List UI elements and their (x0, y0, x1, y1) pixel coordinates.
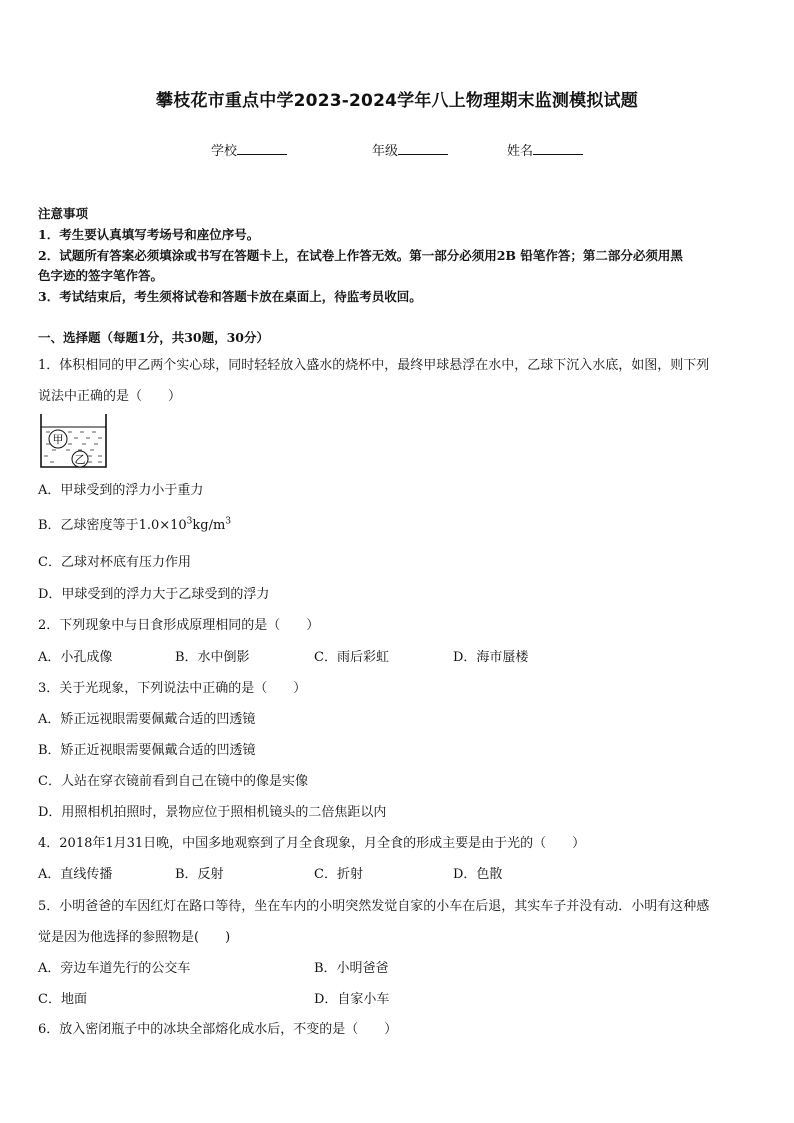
q4-option-d: D．色散 (453, 867, 503, 882)
q3-option-b: B．矫正近视眼需要佩戴合适的凹透镜 (38, 743, 256, 758)
beaker-figure (38, 412, 110, 474)
q1-stem-line1: 1．体积相同的甲乙两个实心球，同时轻轻放入盛水的烧杯中，最终甲球悬浮在水中，乙球下沉入水底，如图，则下列 (38, 358, 710, 373)
q4-option-b: B．反射 (175, 867, 224, 882)
name-blank (533, 141, 583, 155)
q5-option-d: D．自家小车 (314, 992, 390, 1007)
q1-option-d: D．甲球受到的浮力大于乙球受到的浮力 (38, 587, 270, 602)
grade-label: 年级 (372, 144, 399, 159)
q1-stem-line2: 说法中正确的是（ ） (38, 389, 182, 404)
name-label: 姓名 (507, 144, 534, 159)
q5-option-a: A．旁边车道先行的公交车 (38, 961, 191, 976)
q1-option-a: A．甲球受到的浮力小于重力 (38, 483, 204, 498)
q5-option-c: C．地面 (38, 992, 87, 1007)
notice-item: 色字迹的签字笔作答。 (38, 268, 164, 283)
grade-blank (398, 141, 448, 155)
q3-option-c: C．人站在穿衣镜前看到自己在镜中的像是实像 (38, 774, 308, 789)
q3-option-a: A．矫正远视眼需要佩戴合适的凹透镜 (38, 712, 256, 727)
q4-option-a: A．直线传播 (38, 867, 113, 882)
density-exponent: 3 (186, 516, 193, 527)
ball-jia-label: 甲 (52, 433, 64, 446)
q2-stem: 2．下列现象中与日食形成原理相同的是（ ） (38, 618, 320, 633)
notice-item: 2．试题所有答案必须填涂或书写在答题卡上，在试卷上作答无效。第一部分必须用2B 铅笔作答；第二部分必须用黑 (38, 248, 683, 263)
q2-option-d: D．海市蜃楼 (453, 650, 529, 665)
notice-heading: 注意事项 (38, 206, 89, 221)
q4-stem: 4．2018年1月31日晚，中国多地观察到了月全食现象，月全食的形成主要是由于光的（ ） (38, 836, 586, 851)
section-heading: 一、选择题（每题1分，共30题，30分） (38, 330, 269, 345)
page-title: 攀枝花市重点中学2023-2024学年八上物理期末监测模拟试题 (156, 91, 638, 111)
ball-yi-label: 乙 (74, 453, 86, 466)
density-unit-exponent: 3 (225, 516, 232, 527)
density-number: 1.0×10 (138, 518, 187, 533)
q1-option-b-text: B．乙球密度等于 (38, 518, 139, 533)
density-value (139, 518, 231, 533)
q2-option-c: C．雨后彩虹 (314, 650, 389, 665)
school-field (211, 140, 287, 159)
q2-option-a: A．小孔成像 (38, 650, 113, 665)
q1-option-c: C．乙球对杯底有压力作用 (38, 555, 191, 570)
notice-item: 3．考试结束后，考生须将试卷和答题卡放在桌面上，待监考员收回。 (38, 289, 422, 304)
q1-option-b (38, 514, 231, 533)
school-blank (237, 141, 287, 155)
q2-option-b: B．水中倒影 (175, 650, 250, 665)
school-label: 学校 (211, 144, 238, 159)
q6-stem: 6．放入密闭瓶子中的冰块全部熔化成水后，不变的是（ ） (38, 1022, 398, 1037)
q3-stem: 3．关于光现象，下列说法中正确的是（ ） (38, 681, 307, 696)
q5-option-b: B．小明爸爸 (314, 961, 389, 976)
beaker-diagram (38, 412, 110, 470)
q5-stem-line2: 觉是因为他选择的参照物是( ) (38, 930, 231, 945)
q4-option-c: C．折射 (314, 867, 363, 882)
density-unit: kg/m (192, 518, 226, 533)
q3-option-d: D．用照相机拍照时，景物应位于照相机镜头的二倍焦距以内 (38, 805, 387, 820)
notice-item: 1．考生要认真填写考场号和座位序号。 (38, 227, 260, 242)
q5-stem-line1: 5．小明爸爸的车因红灯在路口等待，坐在车内的小明突然发觉自家的小车在后退，其实车子并没有动．小明有这种感 (38, 899, 710, 914)
grade-field (372, 140, 448, 159)
name-field (507, 140, 583, 159)
